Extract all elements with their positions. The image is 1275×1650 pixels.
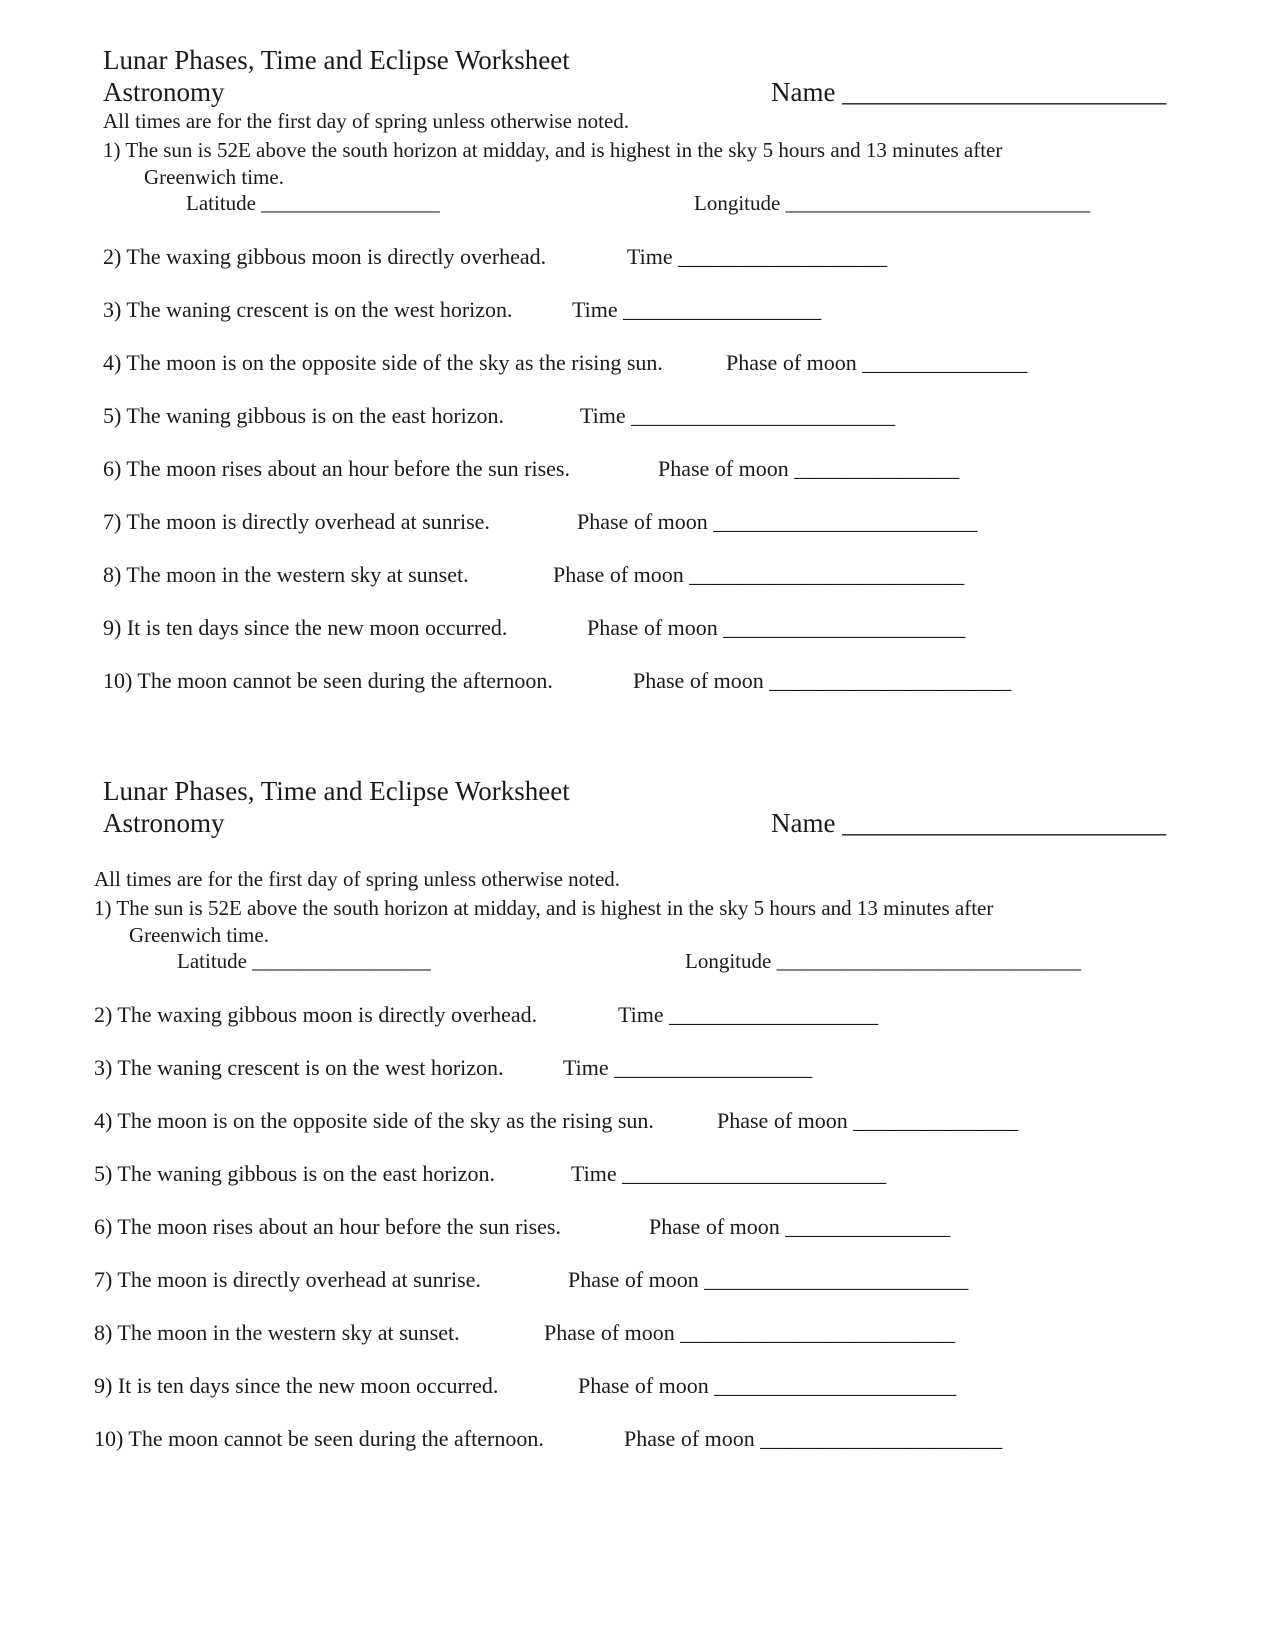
page-title: Lunar Phases, Time and Eclipse Worksheet	[103, 45, 570, 75]
instructions: All times are for the first day of spring unless otherwise noted.	[103, 109, 630, 133]
question-3-answer[interactable]: Time __________________	[563, 1055, 813, 1080]
question-9-text: 9) It is ten days since the new moon occurred.	[103, 615, 508, 640]
question-5-text: 5) The waning gibbous is on the east horizon.	[103, 403, 505, 428]
latitude-field[interactable]: Latitude _________________	[177, 949, 431, 973]
question-8-answer[interactable]: Phase of moon _________________________	[553, 562, 965, 587]
question-9-answer[interactable]: Phase of moon ______________________	[578, 1373, 957, 1398]
question-10-text: 10) The moon cannot be seen during the afternoon.	[103, 668, 553, 693]
question-2-answer[interactable]: Time ___________________	[627, 244, 888, 269]
question-5-text: 5) The waning gibbous is on the east horizon.	[94, 1161, 496, 1186]
question-3-text: 3) The waning crescent is on the west horizon.	[103, 297, 513, 322]
question-6-text: 6) The moon rises about an hour before the sun rises.	[103, 456, 570, 481]
question-7-answer[interactable]: Phase of moon ________________________	[577, 509, 978, 534]
question-2-text: 2) The waxing gibbous moon is directly overhead.	[103, 244, 547, 269]
question-6-answer[interactable]: Phase of moon _______________	[649, 1214, 951, 1239]
question-5-answer[interactable]: Time ________________________	[571, 1161, 887, 1186]
question-5-answer[interactable]: Time ________________________	[580, 403, 896, 428]
question-7-answer[interactable]: Phase of moon ________________________	[568, 1267, 969, 1292]
question-1-text-cont: Greenwich time.	[144, 165, 284, 189]
question-6-text: 6) The moon rises about an hour before the sun rises.	[94, 1214, 561, 1239]
question-7-text: 7) The moon is directly overhead at sunrise.	[94, 1267, 481, 1292]
question-10-answer[interactable]: Phase of moon ______________________	[633, 668, 1012, 693]
name-field[interactable]: Name ________________________	[771, 77, 1167, 107]
question-1-text-cont: Greenwich time.	[129, 923, 269, 947]
longitude-field[interactable]: Longitude _____________________________	[694, 191, 1091, 215]
question-4-answer[interactable]: Phase of moon _______________	[726, 350, 1028, 375]
question-10-answer[interactable]: Phase of moon ______________________	[624, 1426, 1003, 1451]
page-subtitle: Astronomy	[103, 77, 225, 107]
question-7-text: 7) The moon is directly overhead at sunrise.	[103, 509, 490, 534]
question-4-text: 4) The moon is on the opposite side of the sky as the rising sun.	[103, 350, 663, 375]
question-3-text: 3) The waning crescent is on the west horizon.	[94, 1055, 504, 1080]
page-title: Lunar Phases, Time and Eclipse Worksheet	[103, 776, 570, 806]
longitude-field[interactable]: Longitude _____________________________	[685, 949, 1082, 973]
question-3-answer[interactable]: Time __________________	[572, 297, 822, 322]
question-2-text: 2) The waxing gibbous moon is directly overhead.	[94, 1002, 538, 1027]
question-1-text: 1) The sun is 52E above the south horizon at midday, and is highest in the sky 5 hours and 13 minutes after	[103, 138, 1003, 162]
question-8-answer[interactable]: Phase of moon _________________________	[544, 1320, 956, 1345]
instructions: All times are for the first day of spring unless otherwise noted.	[94, 867, 621, 891]
name-field[interactable]: Name ________________________	[771, 808, 1167, 838]
latitude-field[interactable]: Latitude _________________	[186, 191, 440, 215]
page-subtitle: Astronomy	[103, 808, 225, 838]
question-1-text: 1) The sun is 52E above the south horizon at midday, and is highest in the sky 5 hours and 13 minutes after	[94, 896, 994, 920]
question-8-text: 8) The moon in the western sky at sunset.	[94, 1320, 460, 1345]
question-6-answer[interactable]: Phase of moon _______________	[658, 456, 960, 481]
question-9-text: 9) It is ten days since the new moon occurred.	[94, 1373, 499, 1398]
question-4-text: 4) The moon is on the opposite side of the sky as the rising sun.	[94, 1108, 654, 1133]
question-2-answer[interactable]: Time ___________________	[618, 1002, 879, 1027]
question-10-text: 10) The moon cannot be seen during the afternoon.	[94, 1426, 544, 1451]
question-9-answer[interactable]: Phase of moon ______________________	[587, 615, 966, 640]
question-4-answer[interactable]: Phase of moon _______________	[717, 1108, 1019, 1133]
question-8-text: 8) The moon in the western sky at sunset.	[103, 562, 469, 587]
